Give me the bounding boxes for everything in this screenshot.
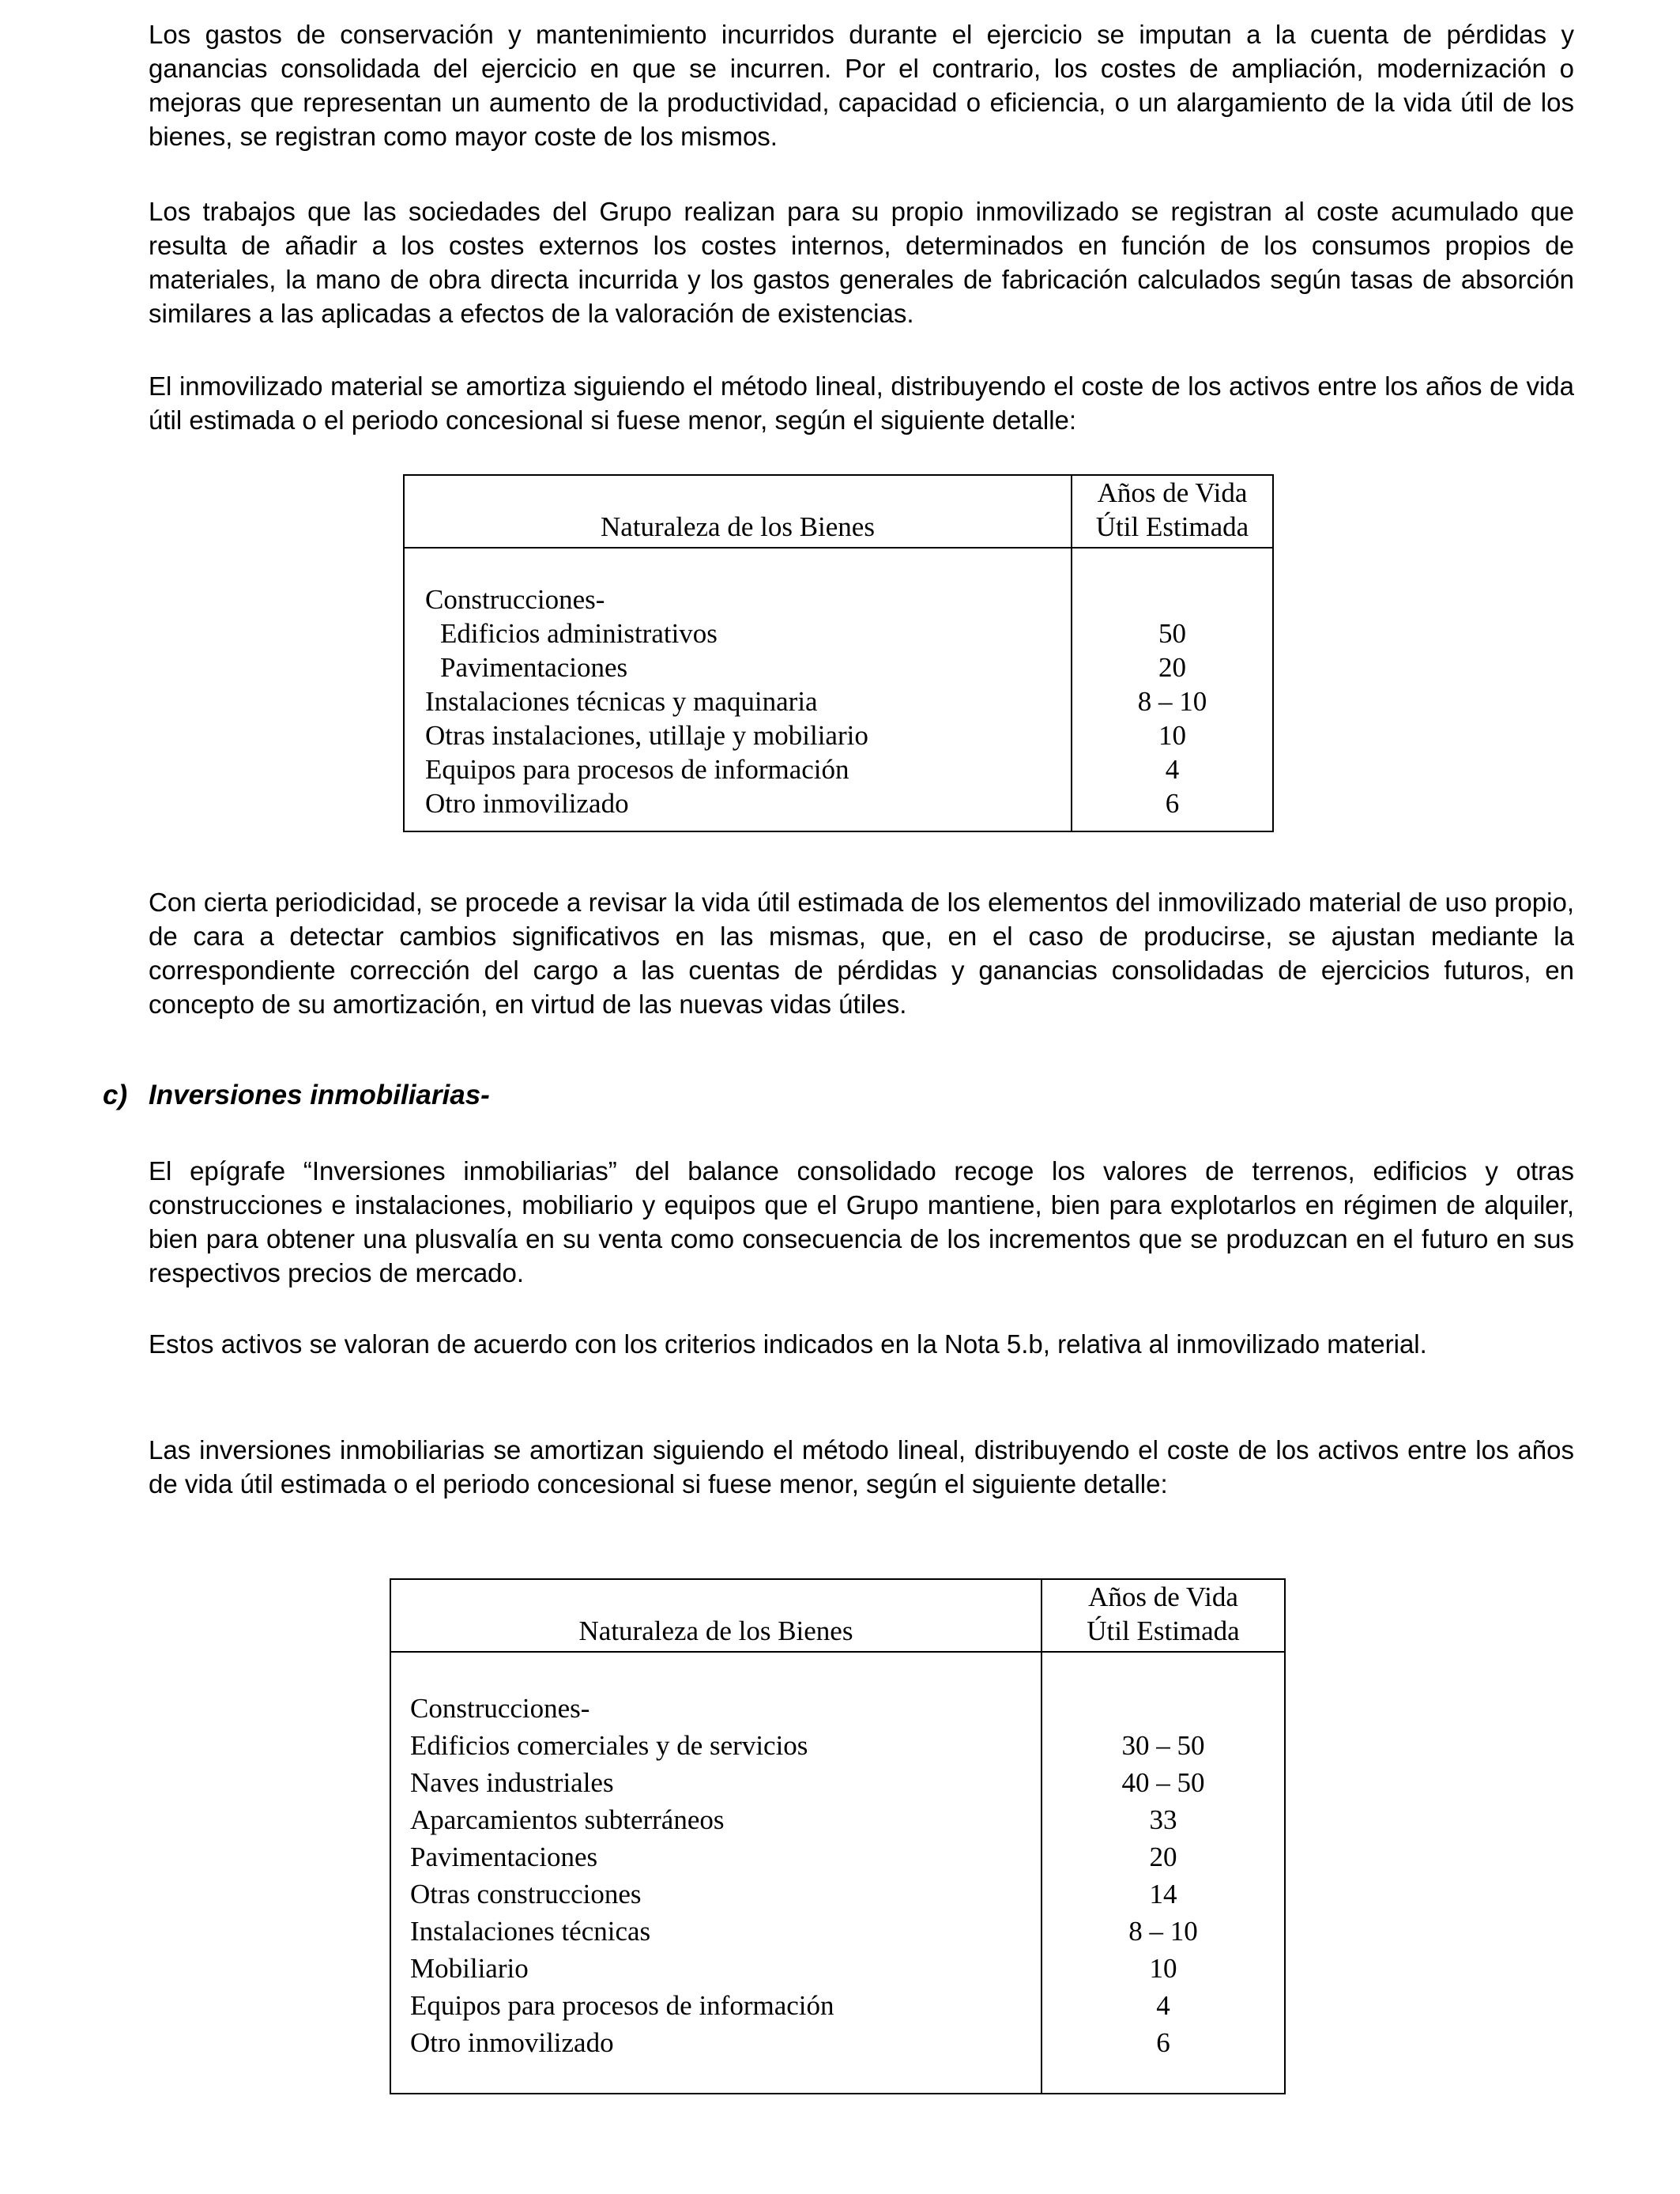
useful-life-table-investment-property <box>390 1578 1286 2094</box>
table-header-row <box>390 1579 1285 1652</box>
table-spacer-row <box>404 548 1273 582</box>
paragraph-own-work: Los trabajos que las sociedades del Grupo realizan para su propio inmovilizado se registran al coste acumulado que resulta de añadir a los costes externos los costes internos, determinados en función de los consumos propios de materiales, la mano de obra directa incurrida y los gastos generales de fabricación calculados según tasas de absorción similares a las aplicadas a efectos de la valoración de existencias. <box>149 197 1574 328</box>
table-header-years <box>1072 475 1273 548</box>
table-cell-value <box>1072 582 1273 616</box>
section-marker: c) <box>103 1080 128 1110</box>
table-cell-label: Otro inmovilizado <box>404 786 1072 831</box>
table-cell-label: Edificios comerciales y de servicios <box>390 1727 1042 1764</box>
table-header-nature: Naturaleza de los Bienes <box>390 1579 1042 1652</box>
table-cell-label: Equipos para procesos de información <box>390 1987 1042 2024</box>
section-heading-c <box>103 1078 490 1112</box>
table-row <box>404 684 1273 718</box>
table-spacer-row <box>390 1652 1285 1690</box>
table-row <box>390 1875 1285 1913</box>
paragraph-depreciation-intro: El inmovilizado material se amortiza siguiendo el método lineal, distribuyendo el coste de los activos entre los años de vida útil estimada o el periodo concesional si fuese menor, según el siguiente detalle: <box>149 371 1574 435</box>
table-row <box>404 616 1273 650</box>
table-cell-value: 20 <box>1149 1842 1177 1872</box>
table-header-years-line2: Útil Estimada <box>1087 1615 1240 1646</box>
table-cell-value: 30 – 50 <box>1121 1730 1205 1761</box>
table-row <box>390 1690 1285 1727</box>
table-cell-value: 20 <box>1158 652 1186 683</box>
paragraph-investment-depreciation: Las inversiones inmobiliarias se amortizan siguiendo el método lineal, distribuyendo el coste de los activos entre los años de vida útil estimada o el periodo concesional si fuese menor, según el siguiente detalle: <box>149 1435 1574 1498</box>
table-cell-value: 10 <box>1149 1953 1177 1984</box>
table-cell-value <box>1042 1690 1285 1727</box>
paragraph-conservation-costs: Los gastos de conservación y mantenimiento incurridos durante el ejercicio se imputan a la cuenta de pérdidas y ganancias consolidada del ejercicio en que se incurren. Por el contrario, los costes de ampliación, modernización o mejoras que representan un aumento de la productividad, capacidad o eficiencia, o un alargamiento de la vida útil de los bienes, se registran como mayor coste de los mismos. <box>149 20 1574 151</box>
table-row <box>404 582 1273 616</box>
table-cell-value: 6 <box>1165 788 1180 819</box>
paragraph-useful-life-review: Con cierta periodicidad, se procede a revisar la vida útil estimada de los elementos del inmovilizado material de uso propio, de cara a detectar cambios significativos en las mismas, que, en el caso de producirse, se ajustan mediante la correspondiente corrección del cargo a las cuentas de pérdidas y ganancias consolidadas de ejercicios futuros, en concepto de su amortización, en virtud de las nuevas vidas útiles. <box>149 888 1574 1019</box>
paragraph-investment-property: El epígrafe “Inversiones inmobiliarias” del balance consolidado recoge los valores de terrenos, edificios y otras construcciones e instalaciones, mobiliario y equipos que el Grupo mantiene, bien para explotarlos en régimen de alquiler, bien para obtener una plusvalía en su venta como consecuencia de los incrementos que se produzcan en el futuro en sus respectivos precios de mercado. <box>149 1156 1574 1287</box>
table-cell-label: Equipos para procesos de información <box>404 752 1072 786</box>
paragraph-valuation: Estos activos se valoran de acuerdo con los criterios indicados en la Nota 5.b, relativa al inmovilizado material. <box>149 1329 1427 1359</box>
table-header-nature: Naturaleza de los Bienes <box>404 475 1072 548</box>
table-cell-label: Edificios administrativos <box>404 616 1072 650</box>
table-cell-label: Construcciones- <box>404 582 1072 616</box>
table-cell-label: Otras construcciones <box>390 1875 1042 1913</box>
table-cell-value: 4 <box>1165 754 1180 785</box>
section-title: Inversiones inmobiliarias- <box>149 1080 490 1110</box>
table-cell-value: 8 – 10 <box>1128 1916 1198 1947</box>
table-cell-value: 14 <box>1149 1879 1177 1909</box>
table-cell-label: Pavimentaciones <box>390 1838 1042 1875</box>
table-row <box>404 650 1273 684</box>
table-row <box>390 1727 1285 1764</box>
table-row <box>390 1987 1285 2024</box>
table-row <box>390 1801 1285 1838</box>
table-cell-label: Otras instalaciones, utillaje y mobiliario <box>404 718 1072 752</box>
table-header-years <box>1042 1579 1285 1652</box>
table-cell-value: 8 – 10 <box>1137 686 1207 717</box>
table-cell-value: 33 <box>1149 1804 1177 1835</box>
table-row <box>404 718 1273 752</box>
table-cell-value: 4 <box>1156 1990 1170 2021</box>
table-header-years-line2: Útil Estimada <box>1095 511 1249 542</box>
table-header-row <box>404 475 1273 548</box>
table-cell-label: Naves industriales <box>390 1764 1042 1801</box>
table-cell-label: Mobiliario <box>390 1950 1042 1987</box>
table-row <box>404 786 1273 831</box>
table-cell-label: Instalaciones técnicas y maquinaria <box>404 684 1072 718</box>
table-cell-value: 6 <box>1156 2027 1170 2058</box>
table-cell-label: Pavimentaciones <box>404 650 1072 684</box>
table-cell-label: Aparcamientos subterráneos <box>390 1801 1042 1838</box>
table-row <box>390 1913 1285 1950</box>
table-header-years-line1: Años de Vida <box>1088 1581 1238 1612</box>
table-cell-value: 50 <box>1158 618 1186 649</box>
table-header-years-line1: Años de Vida <box>1097 477 1248 508</box>
table-row <box>390 1838 1285 1875</box>
table-cell-value: 40 – 50 <box>1121 1767 1205 1798</box>
table-cell-label: Construcciones- <box>390 1690 1042 1727</box>
table-row <box>390 1950 1285 1987</box>
table-row <box>404 752 1273 786</box>
table-row <box>390 1764 1285 1801</box>
table-cell-value: 10 <box>1158 720 1186 751</box>
table-cell-label: Otro inmovilizado <box>390 2024 1042 2094</box>
table-cell-label: Instalaciones técnicas <box>390 1913 1042 1950</box>
table-row <box>390 2024 1285 2094</box>
useful-life-table-tangible <box>403 474 1274 832</box>
